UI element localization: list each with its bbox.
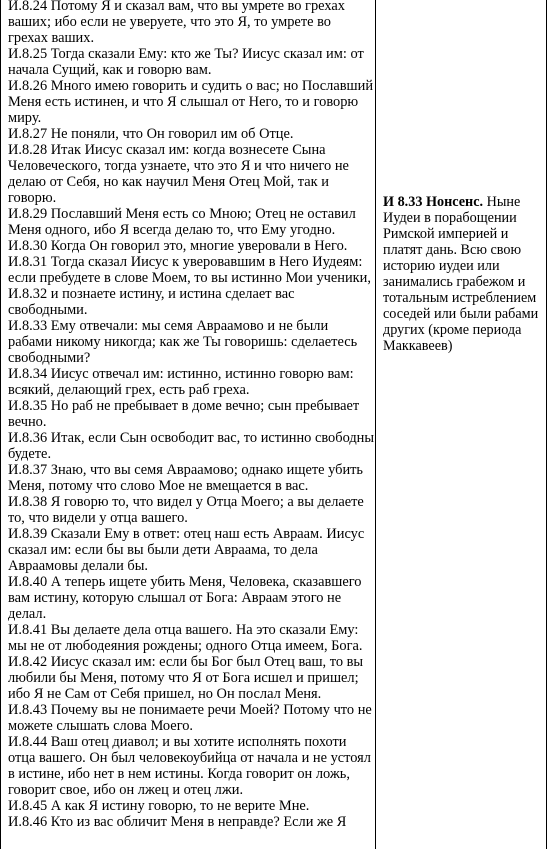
commentary-line: других (кроме периода [383, 322, 522, 338]
verse-line: И.8.41 Вы делаете дела отца вашего. На это сказали Ему: [8, 622, 359, 638]
verse-line: говорю. [8, 190, 57, 206]
commentary-line: тотальным истреблением [383, 290, 537, 306]
verse-line: рабами никому никогда; как же Ты говоришь: сделаетесь [8, 334, 358, 350]
verse-line: И.8.31 Тогда сказал Иисус к уверовавшим в Него Иудеям: [8, 254, 363, 270]
verse-line: любили бы Меня, потому что Я от Бога исшел и пришел; [8, 670, 359, 686]
verse-line: в истине, ибо нет в нем истины. Когда говорит он ложь, [8, 766, 350, 782]
verse-line: И.8.44 Ваш отец диавол; и вы хотите исполнять похоти [8, 734, 347, 750]
verse-line: И.8.39 Сказали Ему в ответ: отец наш есть Авраам. Иисус [8, 526, 365, 542]
commentary-line: Римской империей и [383, 226, 509, 242]
verse-line: миру. [8, 110, 42, 126]
verse-line: И.8.26 Много имею говорить и судить о вас; но Пославший [8, 78, 374, 94]
verse-line: И.8.37 Знаю, что вы семя Авраамово; однако ищете убить [8, 462, 363, 478]
verse-line: И.8.40 А теперь ищете убить Меня, Человека, сказавшего [8, 574, 362, 590]
verse-line: И.8.43 Почему вы не понимаете речи Моей? Потому что не [8, 702, 372, 718]
column-divider [375, 0, 376, 849]
verse-line: свободными? [8, 350, 91, 366]
verse-line: делал. [8, 606, 47, 622]
verse-line: И.8.30 Когда Он говорил это, многие уверовали в Него. [8, 238, 348, 254]
verse-line: И.8.42 Иисус сказал им: если бы Бог был Отец ваш, то вы [8, 654, 364, 670]
commentary-line: историю иудеи или [383, 258, 500, 274]
verse-line: И.8.38 Я говорю то, что видел у Отца Моего; а вы делаете [8, 494, 364, 510]
verse-line: Меня, потому что слово Мое не вмещается в вас. [8, 478, 309, 494]
verse-line: можете слышать слова Моего. [8, 718, 194, 734]
verse-line: И.8.33 Ему отвечали: мы семя Авраамово и не были [8, 318, 329, 334]
verse-line: И.8.28 Итак Иисус сказал им: когда вознесете Сына [8, 142, 326, 158]
verse-line: говорит свое, ибо он лжец и отец лжи. [8, 782, 244, 798]
commentary-line: Иудеи в порабощении [383, 210, 517, 226]
verse-line: И.8.46 Кто из вас обличит Меня в неправде? Если же Я [8, 814, 347, 830]
verse-line: ибо Я не Сам от Себя пришел, но Он послал Меня. [8, 686, 322, 702]
commentary-line: Маккавеев) [383, 338, 453, 354]
verse-line: Человеческого, тогда узнаете, что это Я и что ничего не [8, 158, 349, 174]
verse-line: И.8.32 и познаете истину, и истина сделает вас [8, 286, 295, 302]
verse-line: И.8.24 Потому Я и сказал вам, что вы умрете во грехах [8, 0, 345, 14]
verse-line: мы не от любодеяния рождены; одного Отца имеем, Бога. [8, 638, 363, 654]
verse-line: И.8.27 Не поняли, что Он говорил им об Отце. [8, 126, 294, 142]
verse-line: начала Сущий, как и говорю вам. [8, 62, 212, 78]
commentary-column [383, 194, 545, 354]
verse-line: свободными. [8, 302, 88, 318]
commentary-text-start: Ныне [483, 194, 521, 210]
verse-line: Меня одного, ибо Я всегда делаю то, что Ему угодно. [8, 222, 336, 238]
verse-line: Меня есть истинен, и что Я слышал от Него, то и говорю [8, 94, 359, 110]
verse-line: И.8.29 Пославший Меня есть со Мною; Отец не оставил [8, 206, 356, 222]
verse-line: И.8.34 Иисус отвечал им: истинно, истинно говорю вам: [8, 366, 354, 382]
verse-line: И.8.35 Но раб не пребывает в доме вечно; сын пребывает [8, 398, 360, 414]
commentary-line: занимались грабежом и [383, 274, 526, 290]
verse-line: вечно. [8, 414, 47, 430]
verse-line: ваших; ибо если не уверуете, что это Я, то умрете во [8, 14, 331, 30]
commentary-line: платят дань. Всю свою [383, 242, 522, 258]
verse-line: И.8.36 Итак, если Сын освободит вас, то истинно свободны [8, 430, 375, 446]
verse-line: сказал им: если бы вы были дети Авраама, то дела [8, 542, 318, 558]
commentary-heading: И 8.33 Нонсенс. [383, 194, 484, 210]
verse-line: вам истину, которую слышал от Бога: Авраам этого не [8, 590, 342, 606]
scripture-column [8, 0, 375, 830]
verse-line: И.8.25 Тогда сказали Ему: кто же Ты? Иисус сказал им: от [8, 46, 364, 62]
verse-line: грехах ваших. [8, 30, 95, 46]
verse-line: отца вашего. Он был человекоубийца от начала и не устоял [8, 750, 371, 766]
verse-line: И.8.45 А как Я истину говорю, то не верите Мне. [8, 798, 310, 814]
verse-line: делаю от Себя, но как научил Меня Отец Мой, так и [8, 174, 329, 190]
verse-line: если пребудете в слове Моем, то вы истинно Мои ученики, [8, 270, 371, 286]
verse-line: Авраамовы делали бы. [8, 558, 148, 574]
verse-line: будете. [8, 446, 52, 462]
commentary-first-line [383, 194, 545, 210]
verse-line: всякий, делающий грех, есть раб греха. [8, 382, 250, 398]
verse-line: то, что видели у отца вашего. [8, 510, 188, 526]
commentary-line: соседей или были рабами [383, 306, 539, 322]
